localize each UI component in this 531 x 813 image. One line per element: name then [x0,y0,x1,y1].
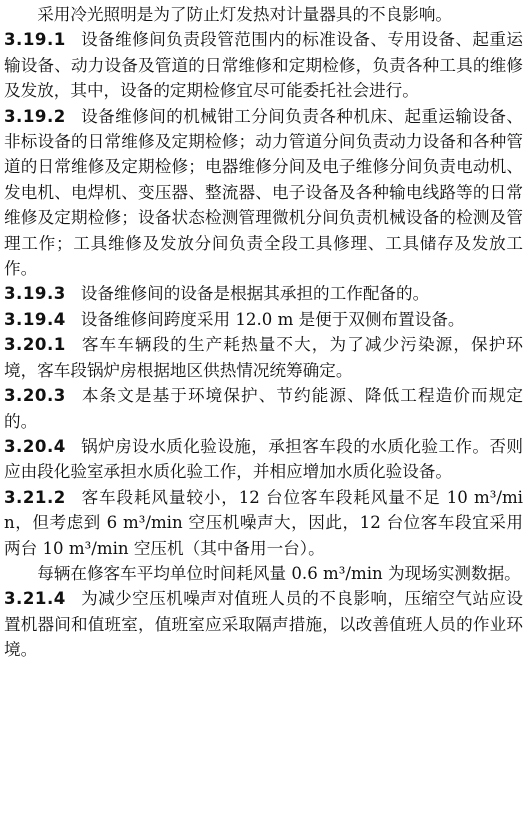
clause-3-21-2 [4,485,523,561]
clause-text: 设备维修间的设备是根据其承担的工作配备的。 [80,284,430,304]
clause-number: 3.19.4 [4,309,66,329]
clause-3-20-4 [4,434,523,485]
clause-3-20-3 [4,383,523,434]
paragraph-text: 每辆在修客车平均单位时间耗风量 0.6 m³/min 为现场实测数据。 [37,563,521,583]
paragraph-text: 采用冷光照明是为了防止灯发热对计量器具的不良影响。 [37,5,453,24]
clause-3-21-4 [4,586,523,662]
clause-number: 3.20.1 [4,335,66,355]
clause-text: 锅炉房设水质化验设施，承担客车段的水质化验工作。否则应由段化验室承担水质化验工作，并相应增加水质化验设备。 [4,436,523,482]
clause-number: 3.20.4 [4,436,66,456]
clause-number: 3.21.4 [4,589,66,609]
clause-text: 客车车辆段的生产耗热量不大，为了减少污染源，保护环境，客车段锅炉房根据地区供热情况统筹确定。 [4,335,523,380]
clause-3-19-4 [4,307,523,332]
clause-text: 设备维修间的机械钳工分间负责各种机床、起重运输设备、非标设备的日常维修及定期检修；动力管道分间负责动力设备和各种管道的日常维修及定期检修；电器维修分间及电子维修分间负责电动机、发电机、电焊机、变压器、整流器、电子设备及各种输电线路等的日常维修及定期检修；设备状态检测管理微机分间负责机械设备的检测及管理工作；工具维修及发放分间负责全段工具修理、工具储存及发放工作。 [4,106,523,279]
clause-number: 3.21.2 [4,487,66,507]
clause-number: 3.19.1 [4,30,66,50]
clause-number: 3.19.2 [4,106,66,126]
clause-text: 设备维修间负责段管范围内的标准设备、专用设备、起重运输设备、动力设备及管道的日常维修和定期检修，负责各种工具的维修及发放，其中，设备的定期检修宜尽可能委托社会进行。 [4,30,523,101]
clause-text: 客车段耗风量较小，12 台位客车段耗风量不足 10 m³/min，但考虑到 6 m³/min 空压机噪声大，因此，12 台位客车段宜采用两台 10 m³/min 空压机（其中备用一台）。 [4,487,523,558]
clause-number: 3.20.3 [4,386,66,406]
clause-3-20-1 [4,332,523,383]
clause-3-19-3 [4,281,523,306]
clause-3-19-1 [4,27,523,103]
clause-3-19-2 [4,104,523,282]
clause-text: 设备维修间跨度采用 12.0 m 是便于双侧布置设备。 [80,309,465,329]
clause-text: 为减少空压机噪声对值班人员的不良影响，压缩空气站应设置机器间和值班室，值班室应采取隔声措施，以改善值班人员的作业环境。 [4,589,523,660]
paragraph-intro-note [4,2,523,27]
clause-number: 3.19.3 [4,284,66,304]
clause-text: 本条文是基于环境保护、节约能源、降低工程造价而规定的。 [4,386,523,431]
paragraph-air-consumption-note [4,561,523,586]
